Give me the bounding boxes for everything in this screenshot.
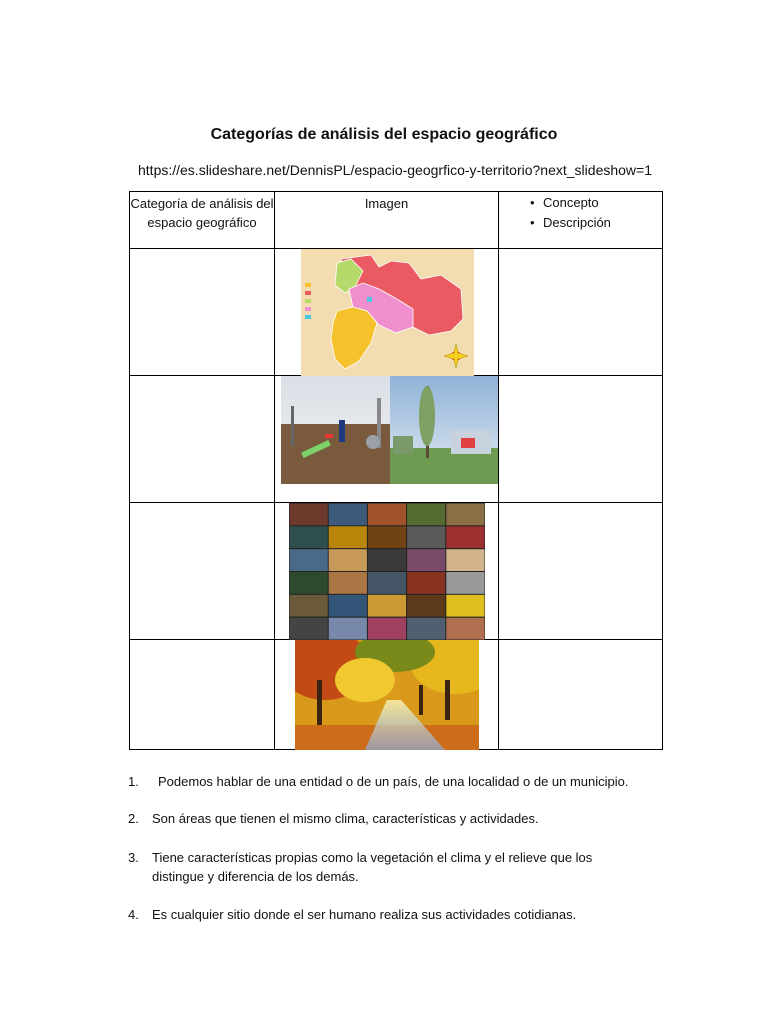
answer-text: Tiene características propias como la vegetación el clima y el relieve que los distingue y diferencia de los demás. [152,850,593,884]
collage-tile [446,572,484,594]
answer-item-3 [128,848,672,886]
table-row [130,640,663,750]
answer-number: 1. [128,774,139,789]
collage-tile [290,549,328,571]
collage-tile [407,595,445,617]
analysis-table [129,191,663,750]
category-cell[interactable] [130,249,275,376]
collage-tile [407,526,445,548]
collage-tile [368,549,406,571]
header-bullet-list [499,192,662,233]
concept-cell[interactable] [499,249,663,376]
regional-map-image [301,249,474,376]
header-concept-description [499,192,663,249]
answer-number: 3. [128,850,139,865]
collage-tile [290,618,328,640]
category-cell[interactable] [130,640,275,750]
collage-tile [446,549,484,571]
concept-cell[interactable] [499,640,663,750]
collage-tile [290,595,328,617]
answer-item-2 [128,809,539,828]
collage-tile [290,526,328,548]
bullet-concepto: • Concepto [499,193,662,213]
category-cell[interactable] [130,376,275,503]
table-row [130,249,663,376]
collage-tile [329,572,367,594]
answer-text: Es cualquier sitio donde el ser humano realiza sus actividades cotidianas. [152,907,577,922]
collage-tile [290,572,328,594]
header-category: Categoría de análisis del espacio geográfico [130,192,275,249]
document-title: Categorías de análisis del espacio geográfico [210,126,558,143]
category-cell[interactable] [130,503,275,640]
collage-tile [368,526,406,548]
image-cell [275,503,499,640]
image-cell [275,640,499,750]
collage-tile [407,504,445,526]
collage-tile [329,549,367,571]
answer-number: 4. [128,907,139,922]
table-header-row [130,192,663,249]
collage-tile [368,504,406,526]
table-row [130,376,663,503]
collage-tile [407,549,445,571]
source-url[interactable]: https://es.slideshare.net/DennisPL/espacio-geogrfico-y-territorio?next_slideshow=1 [138,162,652,178]
header-image: Imagen [275,192,499,249]
image-cell [275,249,499,376]
collage-tile [446,526,484,548]
collage-tile [368,618,406,640]
collage-tile [446,504,484,526]
answer-item-1 [128,772,629,791]
collage-tile [446,618,484,640]
collage-tile [329,504,367,526]
table-row [130,503,663,640]
collage-tile [368,572,406,594]
concept-cell[interactable] [499,376,663,503]
collage-tile [368,595,406,617]
answer-number: 2. [128,811,139,826]
collage-tile [329,595,367,617]
collage-tile [290,504,328,526]
image-cell [275,376,499,503]
answer-text: Son áreas que tienen el mismo clima, características y actividades. [152,811,539,826]
park-photos-image [281,376,498,484]
collage-tile [407,618,445,640]
answer-item-4 [128,905,576,924]
bullet-descripcion: • Descripción [499,213,662,233]
cultural-collage-image [289,503,485,640]
collage-tile [446,595,484,617]
answer-text: Podemos hablar de una entidad o de un país, de una localidad o de un municipio. [158,774,629,789]
collage-tile [407,572,445,594]
collage-tile [329,618,367,640]
concept-cell[interactable] [499,503,663,640]
autumn-landscape-image [295,640,479,750]
collage-tile [329,526,367,548]
